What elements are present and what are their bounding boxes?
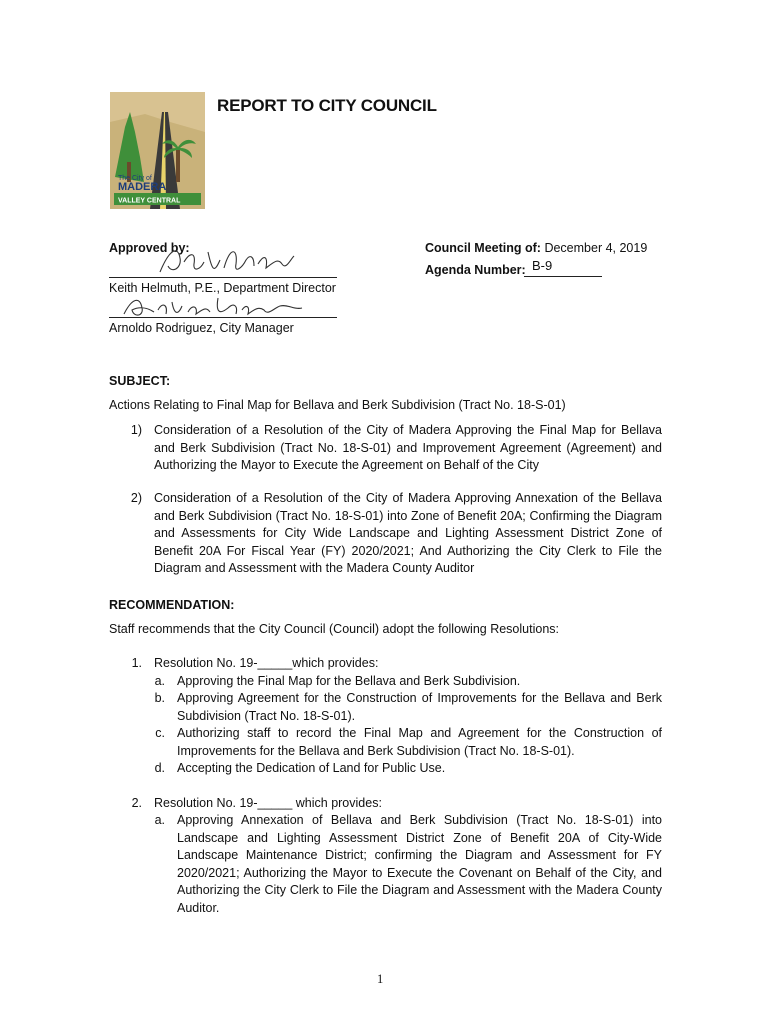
signature-keith-helmuth <box>150 240 300 280</box>
resolution-2-sub-a-letter: a. <box>154 813 165 827</box>
city-of-madera-logo <box>110 92 205 209</box>
page-number: 1 <box>377 972 384 986</box>
approved-by-label: Approved by: <box>109 241 190 255</box>
logo-text-line1: The City of <box>118 175 152 182</box>
subject-item-1-text: Consideration of a Resolution of the City of Madera Approving the Final Map for Bellava and Berk Subdivision (Tract No. 18-S-01) and Improvement Agreement (Agreement) and Authorizing the Mayor to Execute the Agreement on Behalf of the City <box>154 423 662 472</box>
signer-1-name: Keith Helmuth, P.E., Department Director <box>109 281 336 295</box>
resolution-1-sub-a-letter: a. <box>154 674 165 688</box>
resolution-1-sub-d-text: Accepting the Dedication of Land for Public Use. <box>177 761 446 775</box>
resolution-1-sub-a-text: Approving the Final Map for the Bellava and Berk Subdivision. <box>177 674 521 688</box>
signature-line-2 <box>109 317 337 318</box>
report-title: REPORT TO CITY COUNCIL <box>217 96 437 115</box>
subject-intro: Actions Relating to Final Map for Bellava and Berk Subdivision (Tract No. 18-S-01) <box>109 398 566 412</box>
subject-item-1-number: 1) <box>130 423 142 437</box>
council-meeting <box>425 240 647 257</box>
recommendation-heading: RECOMMENDATION: <box>109 598 235 612</box>
resolution-2-number: 2. <box>131 796 142 810</box>
resolution-1-sub-b-text: Approving Agreement for the Construction of Improvements for the Bellava and Berk Subdivision (Tract No. 18-S-01). <box>177 691 662 723</box>
resolution-1-sub-b-letter: b. <box>154 691 165 705</box>
meeting-date: December 4, 2019 <box>544 241 648 255</box>
resolution-2-title: Resolution No. 19-_____ which provides: <box>154 796 382 810</box>
resolution-2-sub-a-text: Approving Annexation of Bellava and Berk Subdivision (Tract No. 18-S-01) into Landscape and Lighting Assessment District Zone of Benefit 20A of City-Wide Landscape Maintenance District; confirming the Diagram and Assessment for FY 2020/2021; Authorizing the Mayor to Execute the Covenant on Behalf of the City, and Authorizing the City Clerk to File the Diagram and Assessment with the Madera County Auditor. <box>177 813 662 915</box>
subject-item-2-text: Consideration of a Resolution of the City of Madera Approving Annexation of the Bellava and Berk Subdivision (Tract No. 18-S-01) into Zone of Benefit 20A; Confirming the Diagram and Assessments for City Wide Landscape and Lighting Assessment District Zone of Benefit 20A For Fiscal Year (FY) 2020/2021; And Authorizing the City Clerk to File the Diagram and Assessment with the Madera County Auditor <box>154 491 662 575</box>
resolution-1-title: Resolution No. 19-_____which provides: <box>154 656 379 670</box>
agenda-underline <box>524 276 602 277</box>
signature-line-1 <box>109 277 337 278</box>
resolution-1-sub-c-letter: c. <box>155 726 165 740</box>
logo-text-line2: MADERA <box>118 181 167 193</box>
resolution-1-sub-c-text: Authorizing staff to record the Final Map and Agreement for the Construction of Improvements for the Bellava and Berk Subdivision (Tract No. 18-S-01). <box>177 726 662 758</box>
agenda-number-value: B-9 <box>532 258 553 273</box>
logo-text-line3: VALLEY CENTRAL <box>118 197 181 205</box>
meeting-label: Council Meeting of: <box>425 241 541 255</box>
resolution-1-sub-d-letter: d. <box>154 761 165 775</box>
agenda-label: Agenda Number: <box>425 263 526 277</box>
resolution-1-number: 1. <box>131 656 142 670</box>
subject-item-2-number: 2) <box>130 491 142 505</box>
recommendation-intro: Staff recommends that the City Council (Council) adopt the following Resolutions: <box>109 622 559 636</box>
subject-heading: SUBJECT: <box>109 374 171 388</box>
signer-2-name: Arnoldo Rodriguez, City Manager <box>109 321 294 335</box>
